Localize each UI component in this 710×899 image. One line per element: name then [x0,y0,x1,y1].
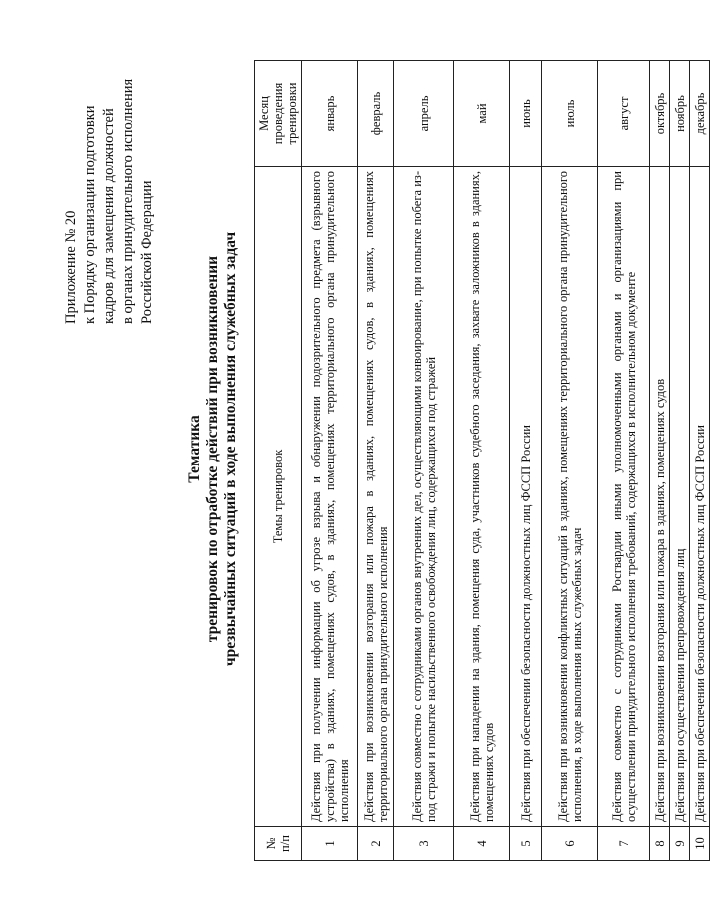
row-num: 3 [394,827,454,861]
row-topic: Действия при возникновении конфликтных ситуаций в зданиях, помещениях территориального органа принудительного исполнения, в ходе выполнения иных служебных задач [542,167,598,827]
title-line: тренировок по отработке действий при возникновении [204,255,221,643]
row-topic: Действия при возникновении возгорания или пожара в зданиях, помещениях судов, в зданиях, помещениях территориального органа принудительного исполнения [358,167,394,827]
appendix-header [62,34,157,324]
row-topic: Действия при обеспечении безопасности должностных лиц ФССП России [510,167,542,827]
row-num: 8 [650,827,670,861]
row-month: апрель [394,61,454,167]
document-title [186,149,240,749]
row-topic: Действия при возникновении возгорания или пожара в зданиях, помещениях судов [650,167,670,827]
row-month: декабрь [690,61,710,167]
row-topic: Действия при осуществлении препровождения лиц [670,167,690,827]
table-row [302,61,358,861]
table-row [670,61,690,861]
row-num: 5 [510,827,542,861]
row-num: 1 [302,827,358,861]
table-row [542,61,598,861]
row-num: 2 [358,827,394,861]
row-topic: Действия при получении информации об угрозе взрыва и обнаружении подозрительного предмета (взрывного устройства) в зданиях, помещениях судов, в зданиях, помещениях территориального органа принудительного исполнения [302,167,358,827]
appendix-line: Приложение № 20 [63,210,79,324]
row-num: 4 [454,827,510,861]
appendix-line: к Порядку организации подготовки [82,105,98,324]
table-row [510,61,542,861]
table-row [394,61,454,861]
row-num: 7 [598,827,650,861]
title-line: чрезвычайных ситуаций в ходе выполнения служебных задач [222,231,239,667]
table-row [598,61,650,861]
appendix-line: в органах принудительного исполнения [120,78,136,324]
row-month: январь [302,61,358,167]
table-row [358,61,394,861]
row-month: июль [542,61,598,167]
row-month: август [598,61,650,167]
row-topic: Действия при нападении на здания, помещения суда, участников судебного заседания, захвате заложников в зданиях, помещениях судов [454,167,510,827]
row-topic: Действия совместно с сотрудниками органов внутренних дел, осуществляющими конвоирование, при попытке побега из-под стражи и попытке насильственного освобождения лиц, содержащихся под стражей [394,167,454,827]
title-line: Тематика [186,415,203,483]
header-topic: Темы тренировок [255,167,302,827]
row-num: 9 [670,827,690,861]
table-header-row [255,61,302,861]
row-num: 10 [690,827,710,861]
row-month: октябрь [650,61,670,167]
row-month: ноябрь [670,61,690,167]
table-row [650,61,670,861]
row-month: июнь [510,61,542,167]
table-row [690,61,710,861]
row-month: февраль [358,61,394,167]
row-month: май [454,61,510,167]
row-topic: Действия при обеспечении безопасности должностных лиц ФССП России [690,167,710,827]
table-row [454,61,510,861]
training-table [254,60,710,861]
header-num: № п/п [255,827,302,861]
appendix-line: кадров для замещения должностей [101,108,117,324]
row-num: 6 [542,827,598,861]
appendix-line: Российской Федерации [139,180,155,324]
header-month: Месяц проведения тренировки [255,61,302,167]
row-topic: Действия совместно с сотрудниками Росгвардии иными уполномоченными органами и организациями при осуществлении принудительного исполнения требований, содержащихся в исполнительном документе [598,167,650,827]
